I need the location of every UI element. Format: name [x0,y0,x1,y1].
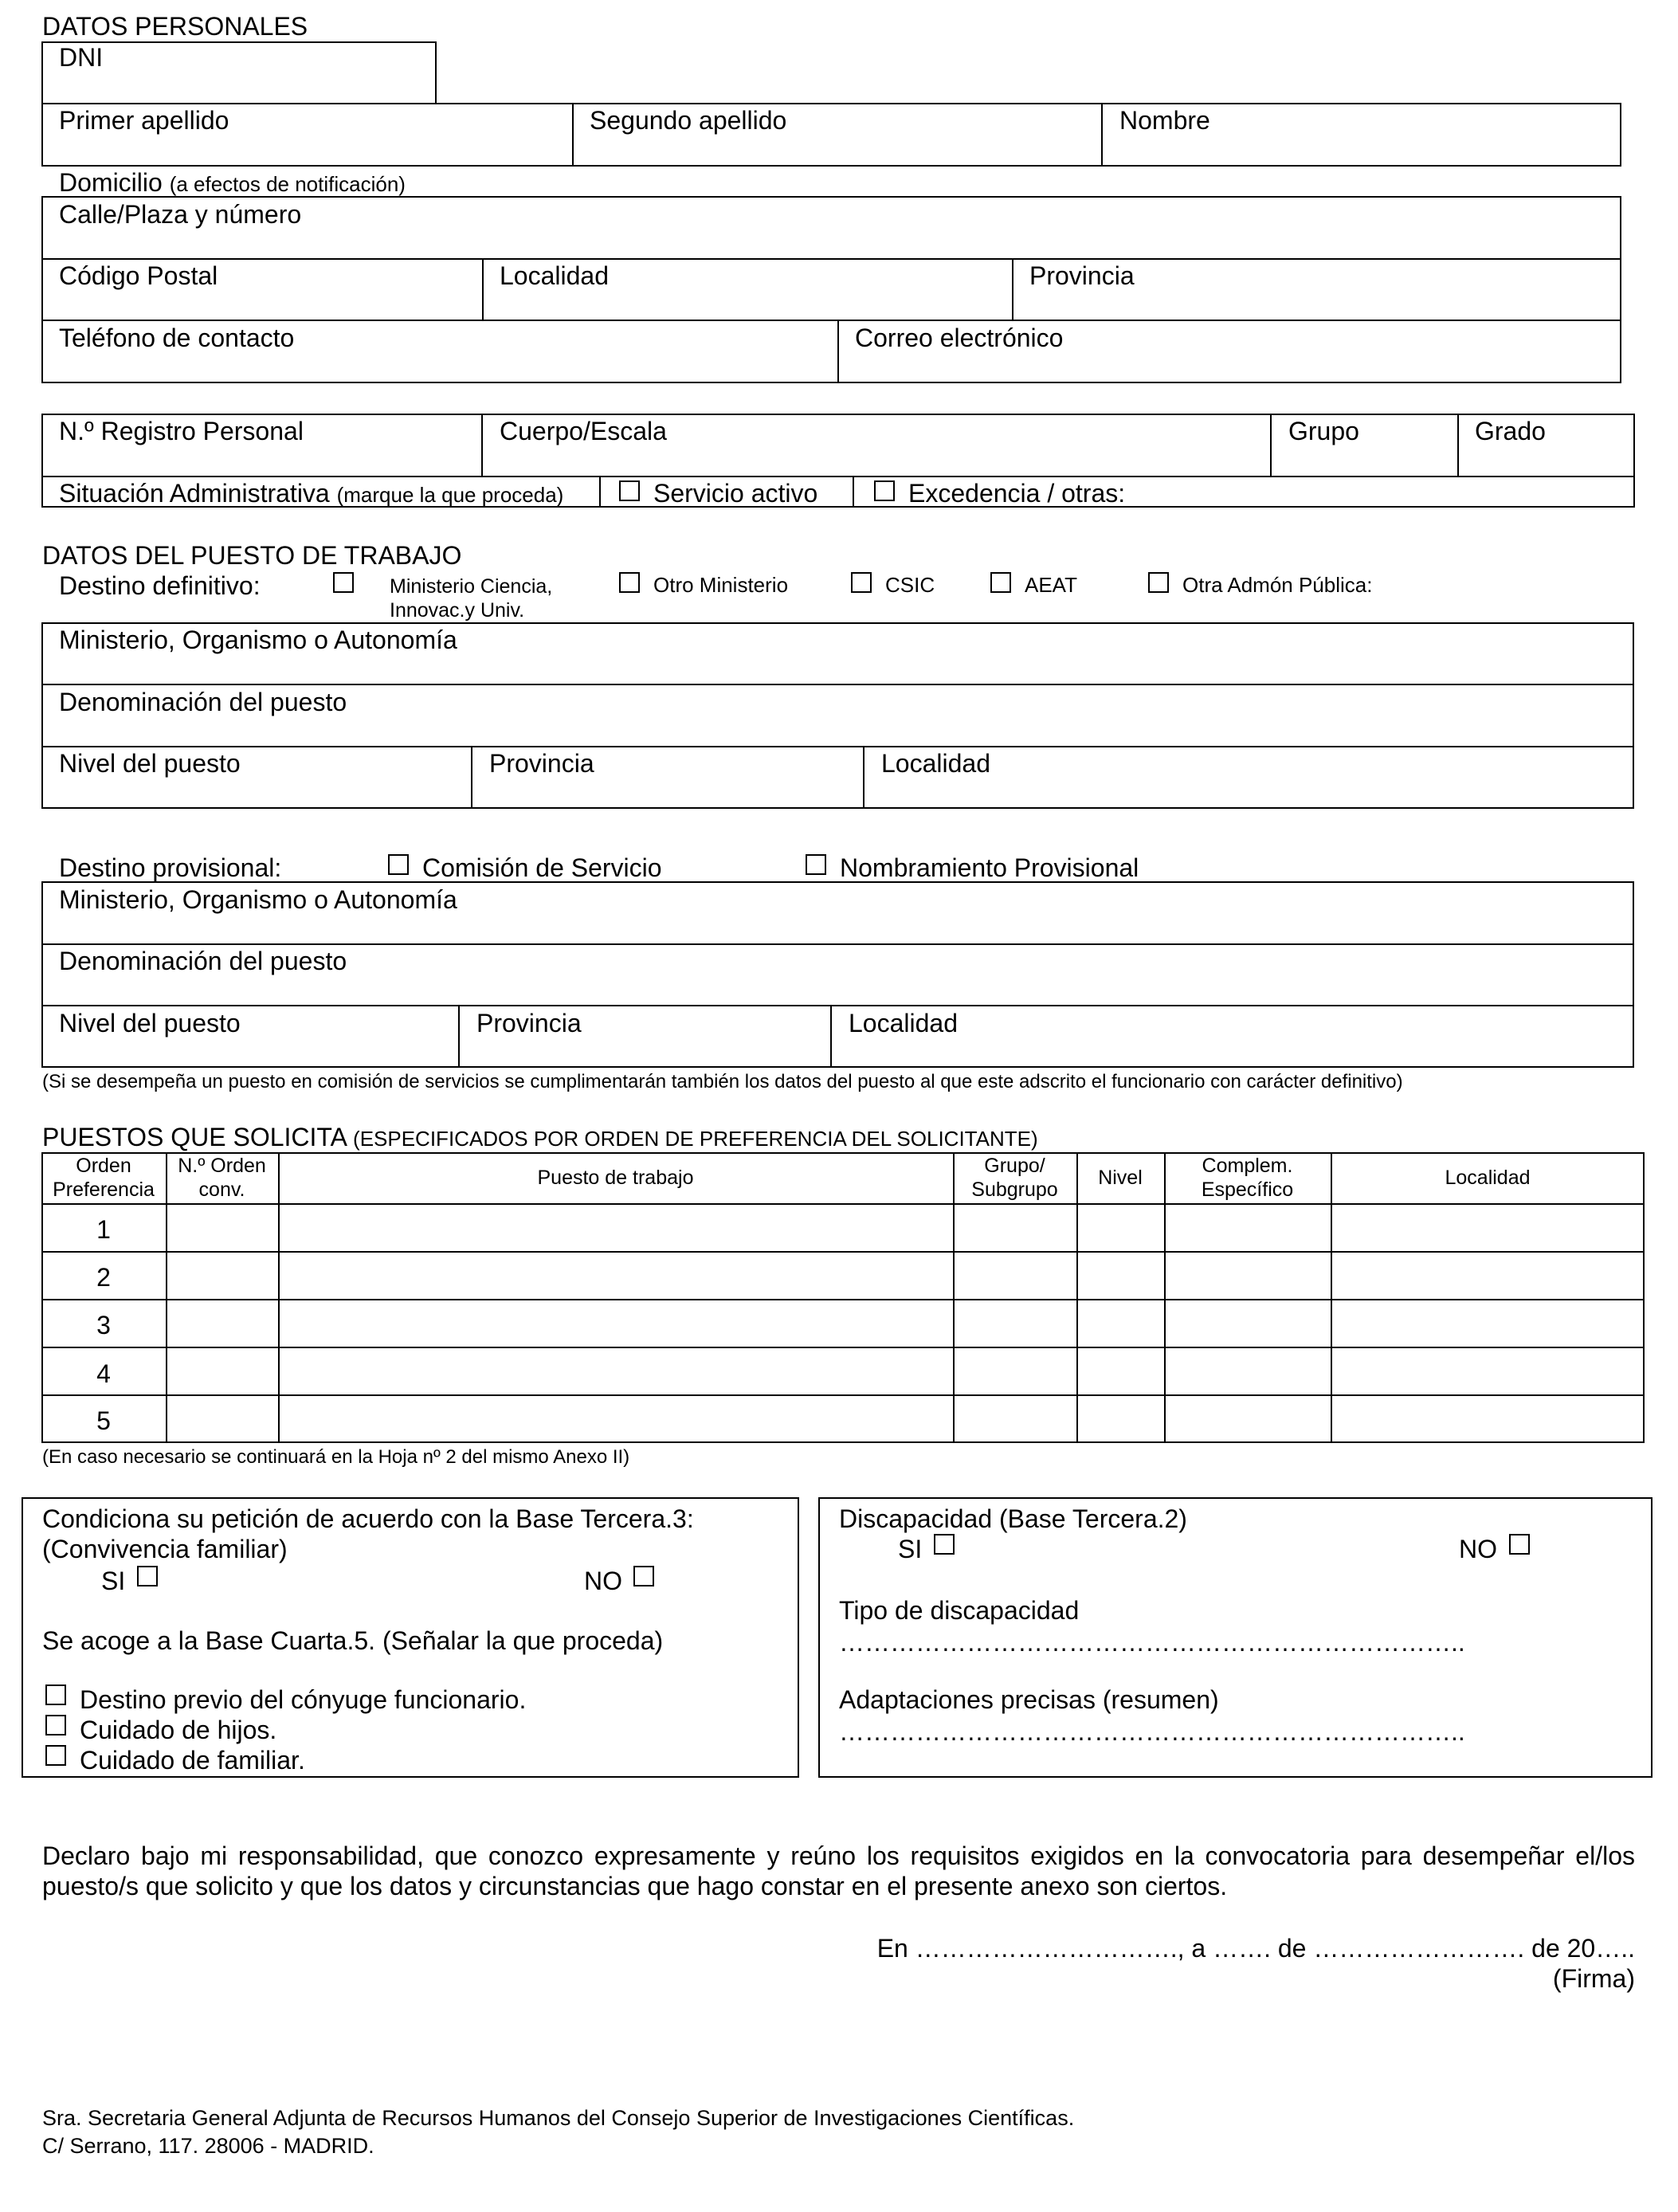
csic-checkbox[interactable] [851,572,872,593]
aeat-label: AEAT [1025,573,1077,597]
tipo-discapacidad-field[interactable]: ……………………………………………………………….. [839,1628,1465,1657]
conyuge-label: Destino previo del cónyuge funcionario. [80,1685,527,1714]
discapacidad-si-checkbox[interactable] [934,1534,955,1555]
col-localidad-header: Localidad [1445,1167,1531,1189]
col-complem-header: Complem. Específico [1201,1155,1294,1201]
def-denominacion-field[interactable]: Denominación del puesto [59,688,347,716]
hijos-checkbox[interactable] [45,1715,66,1735]
condiciona-line1: Condiciona su petición de acuerdo con la Base Tercera.3: [42,1504,694,1533]
nombramiento-label: Nombramiento Provisional [840,853,1139,882]
def-ministerio-field[interactable]: Ministerio, Organismo o Autonomía [59,626,457,654]
table-row: 4 [96,1359,111,1388]
discapacidad-no-label: NO [1459,1535,1497,1563]
prov-denominacion-field[interactable]: Denominación del puesto [59,947,347,975]
firma-label: (Firma) [1552,1964,1635,1993]
prov-localidad-field[interactable]: Localidad [849,1009,958,1037]
section-title-personal: DATOS PERSONALES [42,12,308,41]
col-nconv-header: N.º Orden conv. [178,1155,266,1201]
destino-provisional-label: Destino provisional: [59,853,282,882]
adaptaciones-field[interactable]: ……………………………………………………………….. [839,1717,1465,1746]
comision-note: (Si se desempeña un puesto en comisión de servicios se cumplimentarán también los datos del puesto al que este adscrito el funcionario con carácter definitivo) [42,1071,1403,1092]
calle-field[interactable]: Calle/Plaza y número [59,200,302,229]
ministerio-ciencia-checkbox[interactable] [333,572,354,593]
servicio-activo-label: Servicio activo [653,479,818,508]
puestos-table [41,1152,1645,1443]
col-grupo-header: Grupo/ Subgrupo [971,1155,1058,1201]
segundo-apellido-field[interactable]: Segundo apellido [590,106,787,135]
servicio-activo-checkbox[interactable] [619,480,640,501]
condiciona-no-checkbox[interactable] [633,1566,654,1586]
dni-label: DNI [59,43,104,72]
condiciona-si-checkbox[interactable] [137,1566,158,1586]
section-title-puesto: DATOS DEL PUESTO DE TRABAJO [42,541,462,570]
otro-ministerio-checkbox[interactable] [619,572,640,593]
hijos-label: Cuidado de hijos. [80,1716,277,1744]
def-localidad-field[interactable]: Localidad [881,749,990,778]
prov-ministerio-field[interactable]: Ministerio, Organismo o Autonomía [59,885,457,914]
excedencia-checkbox[interactable] [874,480,895,501]
grupo-field[interactable]: Grupo [1288,417,1359,445]
situacion-label: Situación Administrativa (marque la que proceda) [59,479,564,508]
footer-line1: Sra. Secretaria General Adjunta de Recursos Humanos del Consejo Superior de Investigaciones Científicas. [42,2106,1075,2130]
condiciona-si-label: SI [101,1567,126,1595]
codigo-postal-field[interactable]: Código Postal [59,261,218,290]
domicilio-label: Domicilio (a efectos de notificación) [59,168,406,197]
cuerpo-field[interactable]: Cuerpo/Escala [500,417,667,445]
comision-label: Comisión de Servicio [422,853,662,882]
aeat-checkbox[interactable] [990,572,1011,593]
nombramiento-checkbox[interactable] [806,854,826,875]
col-orden-header: Orden Preferencia [53,1155,155,1201]
excedencia-label: Excedencia / otras: [908,479,1126,508]
prov-provincia-field[interactable]: Provincia [476,1009,582,1037]
declaracion-line1: Declaro bajo mi responsabilidad, que conozco expresamente y reúno los requisitos exigidos en la convocatoria para desempeñar el/los [42,1841,1635,1870]
otra-admon-label: Otra Admón Pública: [1182,573,1373,597]
declaracion-line2: puesto/s que solicito y que los datos y circunstancias que hago constar en el presente anexo son ciertos. [42,1872,1228,1900]
primer-apellido-field[interactable]: Primer apellido [59,106,229,135]
otra-admon-checkbox[interactable] [1148,572,1169,593]
adaptaciones-label: Adaptaciones precisas (resumen) [839,1685,1219,1714]
def-provincia-field[interactable]: Provincia [489,749,594,778]
table-row: 3 [96,1311,111,1339]
continuation-note: (En caso necesario se continuará en la Hoja nº 2 del mismo Anexo II) [42,1446,630,1468]
col-puesto-header: Puesto de trabajo [537,1167,694,1189]
name-row [41,103,1621,167]
familiar-label: Cuidado de familiar. [80,1746,305,1775]
fecha-line[interactable]: En …………………………., a ……. de ……………………. de 20….. [876,1934,1635,1963]
nrp-field[interactable]: N.º Registro Personal [59,417,304,445]
localidad-field[interactable]: Localidad [500,261,609,290]
grado-field[interactable]: Grado [1475,417,1546,445]
footer-line2: C/ Serrano, 117. 28006 - MADRID. [42,2134,374,2158]
def-nivel-field[interactable]: Nivel del puesto [59,749,241,778]
table-row: 2 [96,1263,111,1292]
comision-checkbox[interactable] [388,854,409,875]
correo-field[interactable]: Correo electrónico [855,324,1064,352]
prov-nivel-field[interactable]: Nivel del puesto [59,1009,241,1037]
conyuge-checkbox[interactable] [45,1684,66,1705]
otro-ministerio-label: Otro Ministerio [653,573,789,597]
telefono-field[interactable]: Teléfono de contacto [59,324,295,352]
tipo-discapacidad-label: Tipo de discapacidad [839,1596,1080,1625]
acoge-label: Se acoge a la Base Cuarta.5. (Señalar la que proceda) [42,1626,664,1655]
table-row: 1 [96,1215,111,1244]
table-row: 5 [96,1406,111,1435]
ministerio-ciencia-label-1: Ministerio Ciencia, [390,575,553,598]
csic-label: CSIC [885,573,935,597]
discapacidad-si-label: SI [898,1535,923,1563]
discapacidad-no-checkbox[interactable] [1509,1534,1530,1555]
col-nivel-header: Nivel [1098,1167,1143,1189]
provincia-field[interactable]: Provincia [1029,261,1135,290]
destino-definitivo-label: Destino definitivo: [59,571,261,600]
ministerio-ciencia-label-2: Innovac.y Univ. [390,599,525,622]
condiciona-line2: (Convivencia familiar) [42,1535,288,1563]
familiar-checkbox[interactable] [45,1745,66,1766]
condiciona-no-label: NO [584,1567,622,1595]
section-title-solicita: PUESTOS QUE SOLICITA (ESPECIFICADOS POR ORDEN DE PREFERENCIA DEL SOLICITANTE) [42,1123,1038,1151]
discapacidad-title: Discapacidad (Base Tercera.2) [839,1504,1187,1533]
nombre-field[interactable]: Nombre [1119,106,1210,135]
